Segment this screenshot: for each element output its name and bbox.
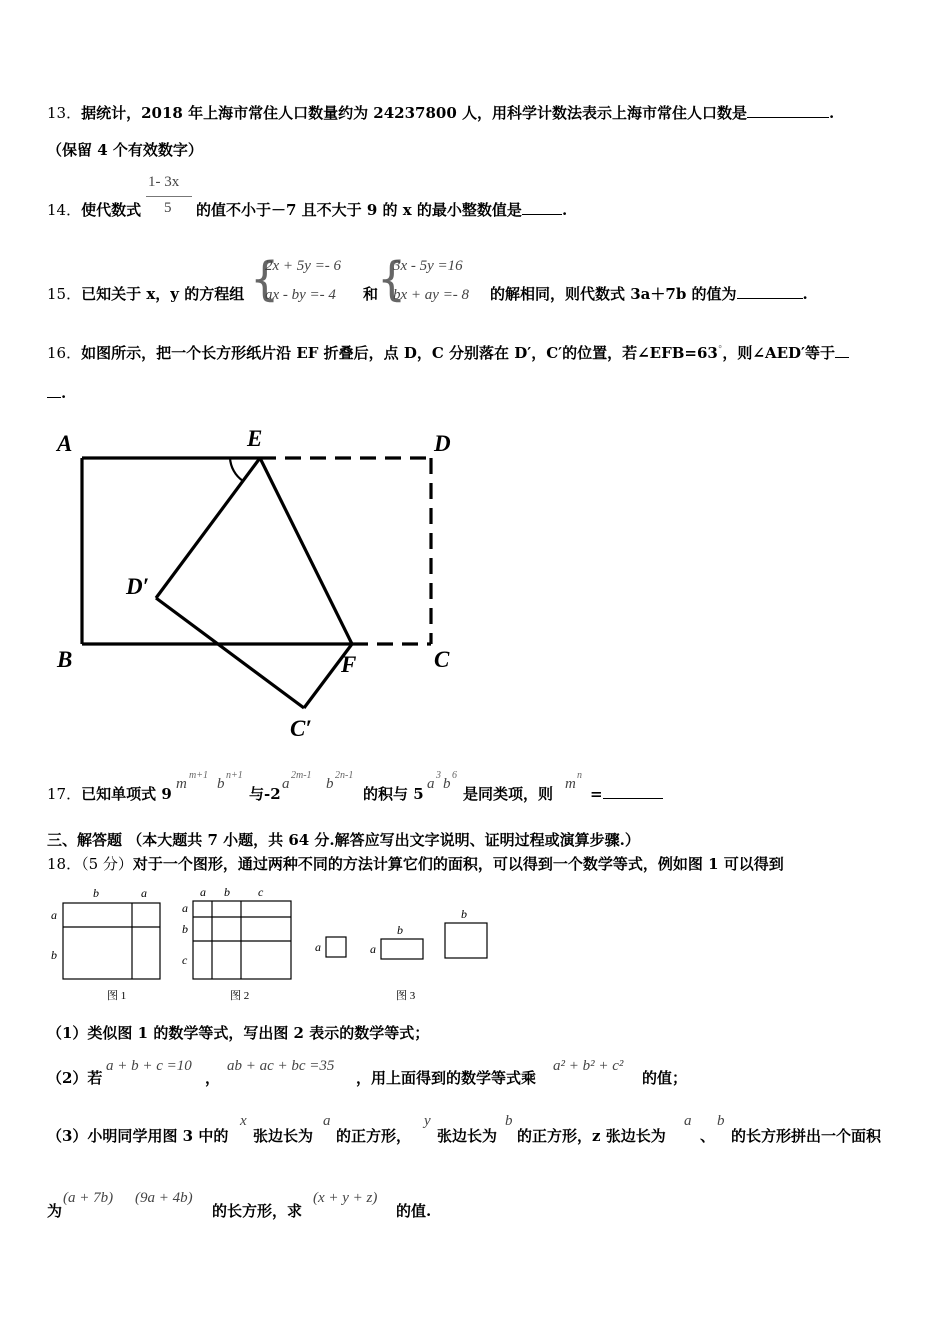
fig3-sq-b-label: b	[461, 907, 467, 921]
q18-score: （5 分）	[81, 855, 133, 873]
q14-denominator: 5	[164, 200, 172, 216]
q13-line1	[47, 104, 834, 122]
q17-m1-exp-m: m+1	[189, 770, 208, 781]
q16-figure	[50, 420, 470, 745]
q18-part2-post: 的值；	[642, 1069, 688, 1087]
q17-mid2: 的积与 5	[363, 785, 424, 803]
q16-end: .	[61, 384, 67, 402]
fig3-square-b	[445, 923, 487, 958]
q18-part3-l2-pre: 为	[47, 1202, 63, 1220]
q17-answer-blank[interactable]	[603, 786, 663, 799]
q17-m2-exp-b: 2n-1	[335, 770, 354, 781]
q18-part3-t3: 张边长为	[437, 1127, 498, 1145]
section3-title: 三、解答题 （本大题共 7 小题，共 64 分.解答应写出文字说明、证明过程或演算步骤.）	[47, 831, 640, 849]
q15-brace-2: {	[377, 252, 407, 306]
q17-m3-exp-a: 3	[436, 770, 441, 781]
q17-pre: 已知单项式 9	[81, 785, 172, 803]
fig3-rect-ab	[381, 939, 423, 959]
rectangle-solid	[82, 458, 352, 644]
rectangle-dashed	[260, 458, 431, 644]
label-D-prime: D′	[126, 574, 150, 599]
q17-rest	[590, 785, 663, 803]
q18-part2-pre: （2）若	[47, 1069, 103, 1087]
q14-numerator: 1- 3x	[148, 174, 180, 190]
q18-part3-t6: 的长方形拼出一个面积	[731, 1127, 882, 1145]
q17-m3-a: a	[427, 776, 435, 792]
q18-part3-l2-post: 的值.	[396, 1202, 432, 1220]
q18-part3-t2: 的正方形，	[336, 1127, 412, 1145]
q16-answer-blank-b[interactable]	[47, 385, 61, 398]
q16-answer-blank-a[interactable]	[835, 345, 849, 358]
q18-part3-expr2: (9a + 4b)	[135, 1190, 193, 1206]
q14-number: 14．	[47, 201, 82, 219]
q17-m2-b: b	[326, 776, 334, 792]
q13-note: （保留 4 个有效数字）	[47, 141, 203, 159]
q15-end: .	[802, 285, 808, 303]
label-E: E	[247, 426, 263, 451]
q18-part1: （1）类似图 1 的数学等式，写出图 2 表示的数学等式；	[47, 1024, 430, 1042]
q18-part3-expr1: (a + 7b)	[63, 1190, 114, 1206]
q17-m1-b: b	[217, 776, 225, 792]
fig2-top-b: b	[224, 885, 230, 899]
q18-line1	[47, 855, 784, 873]
q17-mid1: 与-2	[249, 785, 281, 803]
q17-res-m: m	[565, 776, 576, 792]
label-A: A	[57, 431, 73, 456]
q18-part3-x: x	[240, 1113, 247, 1129]
q16-number: 16．	[47, 344, 82, 362]
fig1-left-b: b	[51, 948, 57, 962]
label-C-prime: C′	[290, 716, 312, 741]
q14-rest	[196, 201, 567, 219]
fig1-caption: 图 1	[107, 990, 127, 1002]
q18-part3-t1: 张边长为	[253, 1127, 314, 1145]
q17-m1-m: m	[176, 776, 187, 792]
fig1-outer	[63, 903, 160, 979]
q18-text: 对于一个图形，通过两种不同的方法计算它们的面积，可以得到一个数学等式，例如图 1 可以得到	[132, 855, 784, 873]
q14-fraction-bar	[146, 196, 192, 197]
q13-text: 据统计，2018 年上海市常住人口数量约为 24237800 人，用科学计数法表示上海市常住人口数是	[81, 104, 748, 122]
q17-prefix	[47, 785, 172, 803]
q17-m3-b: b	[443, 776, 451, 792]
q18-part2-eq1: a + b + c =10	[106, 1058, 192, 1074]
fig3-caption: 图 3	[396, 990, 416, 1002]
q13-answer-blank[interactable]	[747, 105, 829, 118]
q18-part3-t5: 、	[700, 1127, 716, 1145]
q15-brace-1: {	[250, 252, 280, 306]
q17-m2-a: a	[282, 776, 290, 792]
q15-answer-blank[interactable]	[737, 286, 803, 299]
fig1-top-a: a	[141, 886, 147, 900]
q18-part2-comma: ，	[205, 1069, 221, 1087]
fig2-left-c: c	[182, 953, 188, 967]
q18-part2-mid: ，用上面得到的数学等式乘	[356, 1069, 537, 1087]
fig2-outer	[193, 901, 291, 979]
q18-number: 18．	[47, 855, 82, 873]
q13-end: .	[829, 104, 835, 122]
q17-equals: =	[590, 785, 603, 803]
q18-part2-eq2: ab + ac + bc =35	[227, 1058, 335, 1074]
fig1-top-b: b	[93, 886, 99, 900]
fig2-top-a: a	[200, 885, 206, 899]
label-F: F	[341, 652, 357, 677]
q17-mid3: 是同类项，则	[463, 785, 554, 803]
q18-part3-b2: b	[717, 1113, 725, 1129]
q14-answer-blank[interactable]	[522, 202, 562, 215]
q16-degree: °	[717, 345, 723, 355]
q15-sys1-eq1: 2x + 5y =- 6	[265, 258, 342, 274]
q17-m3-exp-b: 6	[452, 770, 457, 781]
q18-part3-t4: 的正方形，z 张边长为	[517, 1127, 666, 1145]
fig1-left-a: a	[51, 908, 57, 922]
q17-m1-exp-b: n+1	[226, 770, 243, 781]
q14-end: .	[561, 201, 568, 219]
fig2-left-a: a	[182, 901, 188, 915]
q15-number: 15．	[47, 285, 82, 303]
fig2-left-b: b	[182, 922, 188, 936]
q18-part3-a: a	[323, 1113, 331, 1129]
q15-rest	[490, 285, 808, 303]
q15-sys2-eq1: 3x - 5y =16	[393, 258, 463, 274]
fig2-top-c: c	[258, 885, 264, 899]
q15-post: 的解相同，则代数式 3a＋7b 的值为	[490, 285, 737, 303]
q15-pre: 已知关于 x，y 的方程组	[81, 285, 245, 303]
q18-part3-l2-mid: 的长方形，求	[212, 1202, 303, 1220]
fig3-rect-b-label: b	[397, 923, 403, 937]
fig3-sq-a-label: a	[315, 940, 321, 954]
q14-pre: 使代数式	[81, 201, 142, 219]
q18-part3-pre: （3）小明同学用图 3 中的	[47, 1127, 229, 1145]
q18-figures	[45, 880, 505, 1008]
q15-sys1-eq2: ax - by =- 4	[265, 287, 336, 303]
fig3-rect-a-label: a	[370, 942, 376, 956]
label-C: C	[434, 647, 450, 672]
q16-text: 如图所示，把一个长方形纸片沿 EF 折叠后，点 D，C 分别落在 D′，C′的位置，若∠EFB=63	[81, 344, 718, 362]
q17-m2-exp-a: 2m-1	[291, 770, 312, 781]
label-B: B	[57, 647, 73, 672]
q18-part3-expr3: (x + y + z)	[313, 1190, 378, 1206]
q14-post: 的值不小于－7 且不大于 9 的 x 的最小整数值是	[196, 201, 522, 219]
fig3-square-a	[326, 937, 346, 957]
q16-line2	[47, 384, 66, 402]
q15-sys2-eq2: bx + ay =- 8	[393, 287, 470, 303]
q17-number: 17．	[47, 785, 82, 803]
q15-prefix	[47, 285, 244, 303]
label-D: D	[434, 431, 451, 456]
fig2-caption: 图 2	[230, 990, 250, 1002]
q18-part3-a2: a	[684, 1113, 692, 1129]
q18-part3-y: y	[424, 1113, 431, 1129]
q17-res-exp-n: n	[577, 770, 582, 781]
q18-part2-expr: a² + b² + c²	[553, 1058, 624, 1074]
q13-number: 13．	[47, 104, 82, 122]
q16-line1	[47, 344, 849, 362]
angle-arc	[230, 458, 243, 481]
q14-prefix	[47, 201, 141, 219]
q16-text2: ，则∠AED′等于	[722, 344, 835, 362]
q18-part3-b: b	[505, 1113, 513, 1129]
folded-flap	[156, 458, 352, 708]
q15-and: 和	[363, 285, 379, 303]
